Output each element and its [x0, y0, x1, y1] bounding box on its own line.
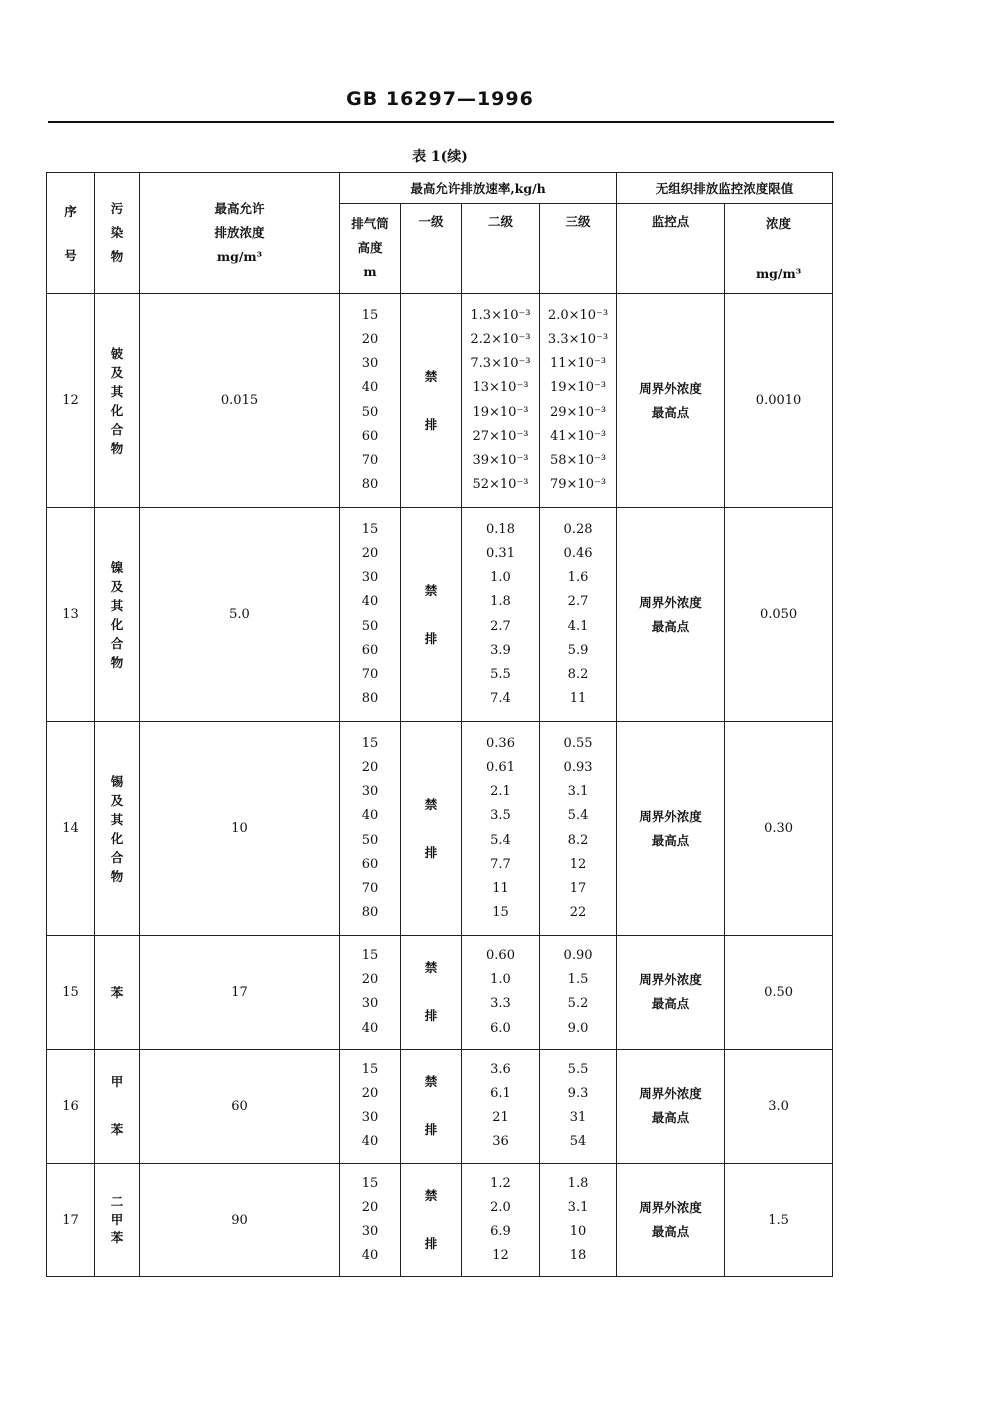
emission-limits-table — [46, 172, 833, 1277]
grade3-value: 1.5 — [567, 972, 589, 988]
max-concentration: 0.015 — [140, 294, 340, 508]
table-row — [47, 294, 833, 508]
grade2-value: 6.9 — [490, 1224, 511, 1240]
stack-height-value: 60 — [361, 642, 379, 658]
stack-heights — [340, 936, 401, 1050]
grade3-value: 1.8 — [567, 1175, 589, 1191]
pollutant-name-char: 及 — [110, 578, 124, 594]
stack-height-value: 30 — [361, 1224, 379, 1240]
pollutant-name — [95, 1049, 140, 1163]
stack-height-value: 40 — [361, 808, 379, 824]
monitor-point — [617, 294, 725, 508]
grade2-value: 2.7 — [490, 618, 511, 634]
pollutant-name-char: 其 — [110, 383, 124, 399]
stack-height-value: 80 — [361, 905, 379, 921]
grade2-value: 7.3×10⁻³ — [470, 356, 531, 372]
grade3-value: 1.6 — [567, 570, 589, 586]
header-stack-line: m — [363, 264, 377, 279]
grade3-value: 5.2 — [567, 996, 589, 1012]
grade2-value: 2.0 — [490, 1199, 511, 1215]
grade2-value: 1.8 — [490, 594, 511, 610]
header-monitor: 监控点 — [617, 204, 725, 294]
stack-heights — [340, 722, 401, 936]
grade3-value: 3.1 — [567, 784, 589, 800]
monitor-point — [617, 936, 725, 1050]
row-number: 13 — [47, 508, 95, 722]
grade3-value: 41×10⁻³ — [549, 428, 607, 444]
row-number: 15 — [47, 936, 95, 1050]
stack-height-value: 20 — [361, 1199, 379, 1215]
pollutant-name-char: 其 — [110, 597, 124, 613]
grade3-value: 2.0×10⁻³ — [547, 307, 609, 323]
forbid-char: 禁 — [424, 796, 438, 812]
grade1-forbidden — [401, 294, 462, 508]
grade3-value: 2.7 — [567, 594, 589, 610]
grade3-value: 4.1 — [567, 618, 589, 634]
forbid-char: 禁 — [424, 582, 438, 598]
grade3-value: 9.3 — [567, 1086, 589, 1102]
grade1-forbidden — [401, 936, 462, 1050]
monitor-point — [617, 722, 725, 936]
grade3-value: 5.4 — [567, 808, 589, 824]
grade2-rates — [462, 1163, 540, 1277]
grade2-value: 2.1 — [490, 784, 511, 800]
grade2-value: 1.2 — [490, 1175, 511, 1191]
monitor-point-line: 周界外浓度 — [639, 972, 702, 988]
pollutant-name — [95, 936, 140, 1050]
header-grade2: 二级 — [462, 204, 540, 294]
grade3-rates — [540, 508, 617, 722]
pollutant-name-char: 物 — [110, 440, 124, 456]
grade2-value: 1.0 — [490, 972, 511, 988]
monitor-point-line: 周界外浓度 — [639, 1086, 702, 1102]
header-max-conc-line: 最高允许 — [214, 201, 265, 216]
grade2-value: 12 — [492, 1248, 509, 1264]
header-pollutant-line: 物 — [110, 249, 124, 264]
grade3-value: 0.28 — [563, 521, 593, 537]
pollutant-name-char: 锡 — [110, 773, 124, 789]
header-grade1: 一级 — [401, 204, 462, 294]
header-rule — [48, 121, 834, 123]
stack-height-value: 70 — [361, 666, 379, 682]
pollutant-name-char: 铍 — [110, 345, 124, 361]
stack-height-value: 15 — [361, 735, 379, 751]
header-seq-line: 号 — [64, 248, 77, 263]
grade1-forbidden — [401, 1163, 462, 1277]
grade3-value: 0.93 — [563, 759, 593, 775]
grade2-value: 52×10⁻³ — [472, 477, 529, 493]
max-concentration: 90 — [140, 1163, 340, 1277]
monitor-point-line: 最高点 — [651, 404, 690, 420]
stack-height-value: 30 — [361, 996, 379, 1012]
stack-height-value: 70 — [361, 880, 379, 896]
table-row — [47, 508, 833, 722]
pollutant-name — [95, 1163, 140, 1277]
grade3-rates — [540, 1163, 617, 1277]
grade3-value: 8.2 — [567, 832, 589, 848]
grade3-value: 22 — [569, 905, 587, 921]
grade3-value: 3.1 — [567, 1199, 589, 1215]
pollutant-name-char: 物 — [110, 654, 124, 670]
header-conc-unit: mg/m³ — [755, 266, 802, 281]
table-row — [47, 936, 833, 1050]
grade3-value: 31 — [569, 1110, 587, 1126]
stack-height-value: 50 — [361, 832, 379, 848]
header-seq — [47, 173, 95, 294]
pollutant-name-char: 苯 — [110, 1122, 124, 1138]
stack-height-value: 30 — [361, 1110, 379, 1126]
pollutant-name-char: 化 — [110, 830, 124, 846]
pollutant-name-char: 其 — [110, 811, 124, 827]
grade3-value: 54 — [569, 1134, 587, 1150]
stack-height-value: 60 — [361, 428, 379, 444]
grade3-value: 0.46 — [563, 545, 593, 561]
monitor-point-line: 周界外浓度 — [639, 380, 702, 396]
grade3-value: 17 — [569, 880, 587, 896]
grade2-value: 5.5 — [490, 666, 511, 682]
pollutant-name-char: 合 — [110, 421, 124, 437]
grade2-value: 0.61 — [486, 759, 515, 775]
grade2-rates — [462, 722, 540, 936]
header-conc — [725, 204, 833, 294]
grade2-value: 0.31 — [486, 545, 515, 561]
grade3-value: 58×10⁻³ — [549, 452, 607, 468]
grade3-value: 11×10⁻³ — [549, 356, 607, 372]
stack-heights — [340, 1163, 401, 1277]
stack-height-value: 20 — [361, 545, 379, 561]
forbid-char: 排 — [424, 1122, 438, 1138]
forbid-char: 排 — [424, 844, 438, 860]
stack-height-value: 50 — [361, 404, 379, 420]
fugitive-concentration: 3.0 — [725, 1049, 833, 1163]
grade2-value: 7.4 — [490, 691, 511, 707]
stack-height-value: 15 — [361, 1175, 379, 1191]
grade1-forbidden — [401, 1049, 462, 1163]
pollutant-name-char: 化 — [110, 402, 124, 418]
monitor-point-line: 最高点 — [651, 996, 690, 1012]
stack-height-value: 30 — [361, 570, 379, 586]
row-number: 14 — [47, 722, 95, 936]
max-concentration: 60 — [140, 1049, 340, 1163]
monitor-point-line: 最高点 — [651, 1110, 690, 1126]
stack-height-value: 40 — [361, 1020, 379, 1036]
stack-height-value: 40 — [361, 380, 379, 396]
grade2-value: 11 — [492, 880, 509, 896]
grade2-rates — [462, 508, 540, 722]
monitor-point-line: 周界外浓度 — [639, 1200, 702, 1216]
grade2-value: 6.0 — [490, 1020, 511, 1036]
grade3-value: 3.3×10⁻³ — [547, 331, 609, 347]
table-row — [47, 1163, 833, 1277]
monitor-point-line: 最高点 — [651, 832, 690, 848]
fugitive-concentration: 0.050 — [725, 508, 833, 722]
header-conc-label: 浓度 — [766, 216, 792, 231]
monitor-point-line: 周界外浓度 — [639, 808, 702, 824]
grade3-value: 19×10⁻³ — [549, 380, 607, 396]
fugitive-concentration: 1.5 — [725, 1163, 833, 1277]
forbid-char: 排 — [424, 1236, 438, 1252]
grade2-value: 3.5 — [490, 808, 511, 824]
stack-height-value: 70 — [361, 452, 379, 468]
grade3-value: 0.90 — [563, 948, 593, 963]
table-row — [47, 722, 833, 936]
grade2-value: 39×10⁻³ — [472, 452, 529, 468]
stack-height-value: 20 — [361, 331, 379, 347]
forbid-char: 禁 — [424, 368, 438, 384]
fugitive-concentration: 0.50 — [725, 936, 833, 1050]
grade2-rates — [462, 1049, 540, 1163]
pollutant-name — [95, 294, 140, 508]
pollutant-name-char: 合 — [110, 849, 124, 865]
stack-height-value: 20 — [361, 972, 379, 988]
pollutant-name-char: 二 — [110, 1194, 124, 1210]
grade3-value: 5.9 — [567, 642, 589, 658]
header-seq-line: 序 — [64, 204, 77, 219]
grade3-value: 29×10⁻³ — [549, 404, 607, 420]
grade3-value: 12 — [569, 856, 587, 872]
forbid-char: 禁 — [424, 1074, 438, 1090]
stack-height-value: 80 — [361, 691, 379, 707]
header-grade3: 三级 — [540, 204, 617, 294]
monitor-point — [617, 1049, 725, 1163]
stack-height-value: 15 — [361, 1061, 379, 1077]
grade3-value: 8.2 — [567, 666, 589, 682]
stack-heights — [340, 294, 401, 508]
forbid-char: 排 — [424, 416, 438, 432]
grade2-value: 1.0 — [490, 570, 511, 586]
grade2-value: 3.6 — [490, 1061, 511, 1077]
header-max-conc-line: mg/m³ — [216, 249, 263, 264]
grade1-forbidden — [401, 508, 462, 722]
header-stack-height — [340, 204, 401, 294]
max-concentration: 5.0 — [140, 508, 340, 722]
grade2-value: 1.3×10⁻³ — [470, 307, 531, 323]
grade2-value: 7.7 — [490, 856, 511, 872]
stack-height-value: 40 — [361, 1248, 379, 1264]
stack-height-value: 15 — [361, 948, 379, 963]
stack-height-value: 80 — [361, 477, 379, 493]
pollutant-name-char: 甲 — [110, 1074, 124, 1090]
forbid-char: 禁 — [424, 1188, 438, 1204]
stack-heights — [340, 1049, 401, 1163]
grade3-value: 0.55 — [563, 735, 593, 751]
grade3-rates — [540, 294, 617, 508]
pollutant-name-char: 及 — [110, 792, 124, 808]
grade2-value: 21 — [492, 1110, 509, 1126]
header-pollutant-line: 染 — [110, 225, 124, 240]
grade2-value: 0.36 — [486, 735, 515, 751]
stack-height-value: 20 — [361, 759, 379, 775]
pollutant-name — [95, 722, 140, 936]
header-stack-line: 高度 — [357, 240, 383, 255]
header-rate-group: 最高允许排放速率,kg/h — [340, 173, 617, 204]
grade3-value: 11 — [569, 691, 587, 707]
forbid-char: 禁 — [424, 960, 438, 976]
header-pollutant — [95, 173, 140, 294]
header-max-conc — [140, 173, 340, 294]
stack-height-value: 20 — [361, 1086, 379, 1102]
grade2-value: 2.2×10⁻³ — [470, 331, 531, 347]
fugitive-concentration: 0.30 — [725, 722, 833, 936]
pollutant-name-char: 化 — [110, 616, 124, 632]
pollutant-name-char: 苯 — [110, 984, 124, 1000]
grade3-value: 9.0 — [567, 1020, 589, 1036]
grade3-rates — [540, 1049, 617, 1163]
table-caption: 表 1(续) — [412, 149, 468, 165]
grade2-value: 15 — [492, 905, 509, 921]
stack-heights — [340, 508, 401, 722]
pollutant-name-char: 苯 — [110, 1230, 124, 1246]
monitor-point-line: 最高点 — [651, 1224, 690, 1240]
monitor-point-line: 最高点 — [651, 618, 690, 634]
header-fugitive-group: 无组织排放监控浓度限值 — [617, 173, 833, 204]
document-header: GB 16297—1996 — [346, 88, 534, 110]
row-number: 16 — [47, 1049, 95, 1163]
pollutant-name-char: 物 — [110, 868, 124, 884]
grade3-rates — [540, 722, 617, 936]
grade3-value: 79×10⁻³ — [549, 477, 607, 493]
row-number: 17 — [47, 1163, 95, 1277]
stack-height-value: 60 — [361, 856, 379, 872]
pollutant-name-char: 合 — [110, 635, 124, 651]
forbid-char: 排 — [424, 630, 438, 646]
grade2-value: 3.3 — [490, 996, 511, 1012]
stack-height-value: 40 — [361, 594, 379, 610]
grade2-value: 27×10⁻³ — [472, 428, 529, 444]
table-row — [47, 1049, 833, 1163]
header-pollutant-line: 污 — [110, 201, 124, 216]
grade2-value: 36 — [492, 1134, 509, 1150]
max-concentration: 10 — [140, 722, 340, 936]
grade2-value: 5.4 — [490, 832, 511, 848]
pollutant-name-char: 镍 — [110, 559, 124, 575]
grade2-rates — [462, 294, 540, 508]
stack-height-value: 15 — [361, 307, 379, 323]
stack-height-value: 30 — [361, 784, 379, 800]
monitor-point-line: 周界外浓度 — [639, 594, 702, 610]
header-max-conc-line: 排放浓度 — [214, 225, 265, 240]
stack-height-value: 15 — [361, 521, 379, 537]
grade3-rates — [540, 936, 617, 1050]
stack-height-value: 30 — [361, 356, 379, 372]
grade3-value: 10 — [569, 1224, 587, 1240]
grade3-value: 18 — [569, 1248, 587, 1264]
grade1-forbidden — [401, 722, 462, 936]
pollutant-name-char: 甲 — [110, 1212, 124, 1228]
fugitive-concentration: 0.0010 — [725, 294, 833, 508]
grade3-value: 5.5 — [567, 1061, 589, 1077]
grade2-value: 19×10⁻³ — [472, 404, 529, 420]
grade2-value: 13×10⁻³ — [472, 380, 529, 396]
grade2-value: 3.9 — [490, 642, 511, 658]
monitor-point — [617, 1163, 725, 1277]
pollutant-name — [95, 508, 140, 722]
pollutant-name-char: 及 — [110, 364, 124, 380]
grade2-rates — [462, 936, 540, 1050]
header-stack-line: 排气筒 — [351, 216, 389, 231]
stack-height-value: 40 — [361, 1134, 379, 1150]
forbid-char: 排 — [424, 1008, 438, 1024]
max-concentration: 17 — [140, 936, 340, 1050]
monitor-point — [617, 508, 725, 722]
row-number: 12 — [47, 294, 95, 508]
stack-height-value: 50 — [361, 618, 379, 634]
grade2-value: 0.18 — [486, 521, 515, 537]
grade2-value: 0.60 — [486, 948, 515, 963]
grade2-value: 6.1 — [490, 1086, 511, 1102]
